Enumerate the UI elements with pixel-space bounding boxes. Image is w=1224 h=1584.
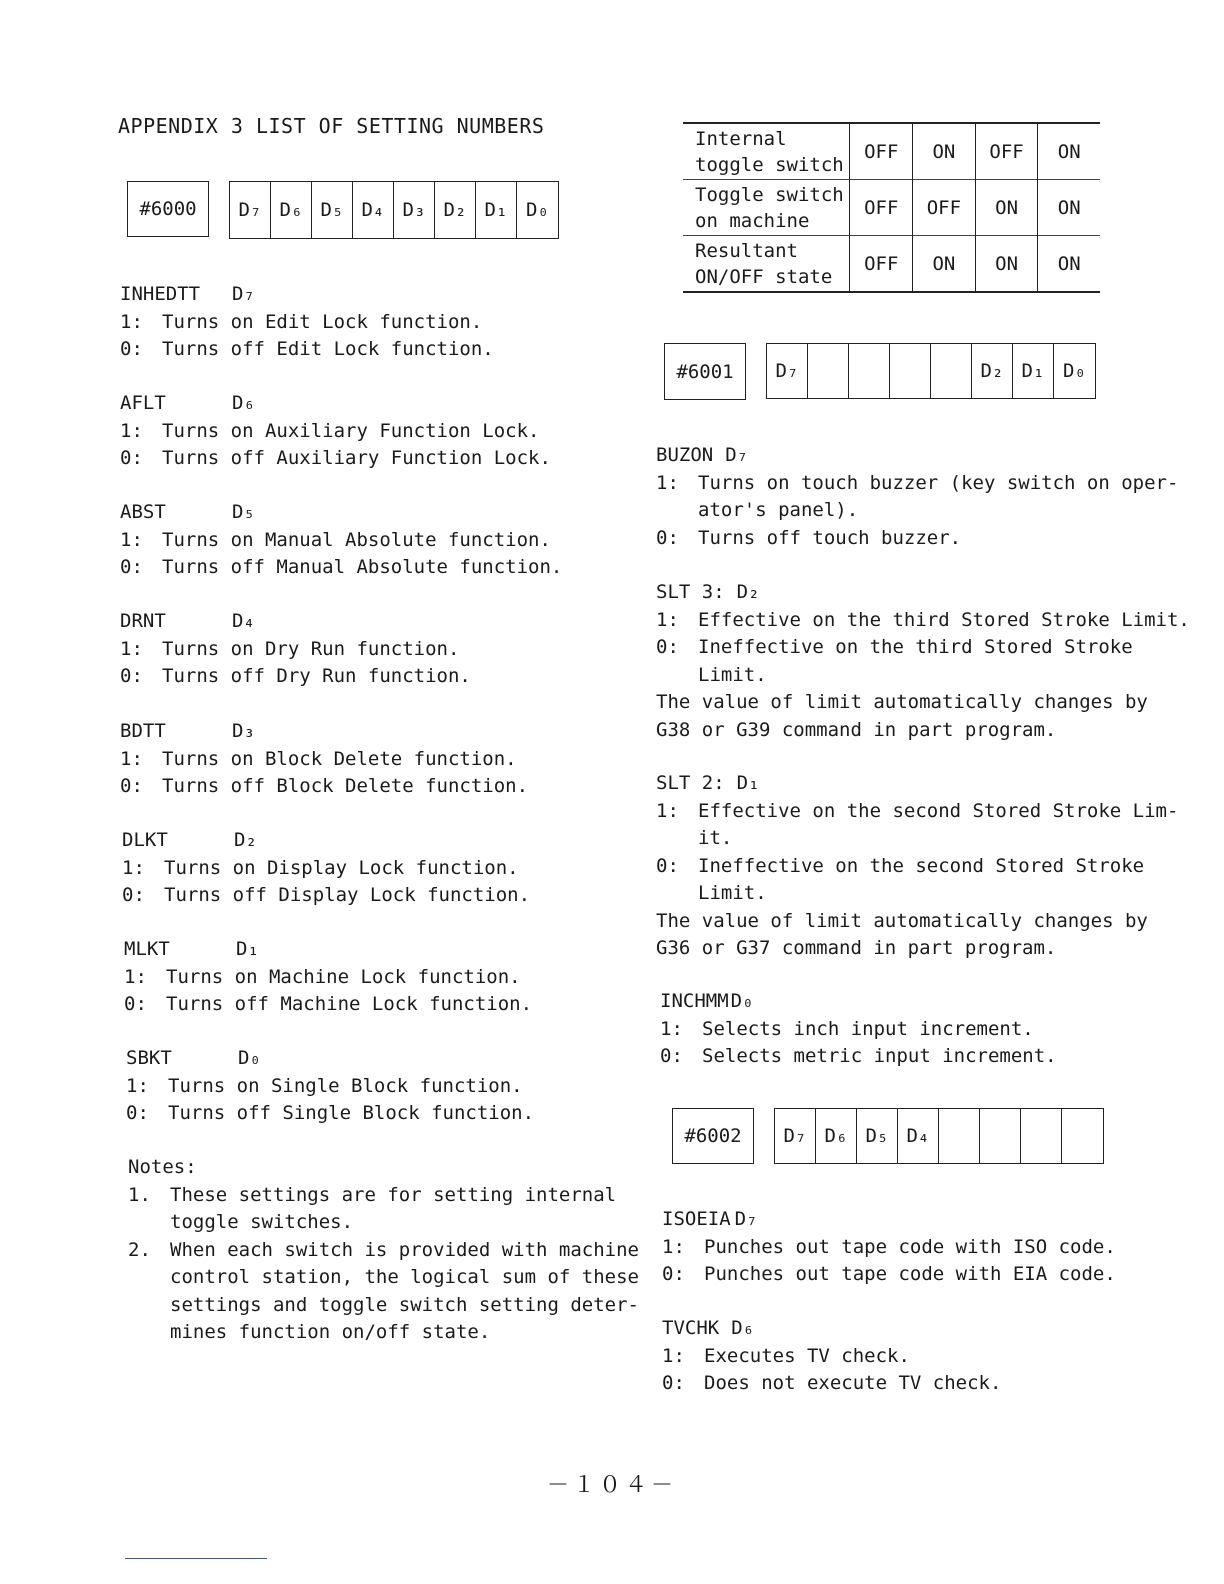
- bit-cell: D₂: [972, 344, 1013, 398]
- bit-cell: [808, 344, 849, 398]
- setting-name: DLKT: [122, 829, 168, 851]
- setting-slt2: [656, 770, 1178, 963]
- bit-cell: D₄: [898, 1109, 939, 1163]
- table-cell: ON: [1038, 180, 1100, 236]
- setting-name: SLT 2:: [656, 772, 725, 794]
- row-label-line: Resultant: [695, 239, 798, 262]
- bit-cell: D₂: [435, 182, 476, 238]
- value-key: 0:: [120, 556, 143, 578]
- value-key: 1:: [120, 419, 143, 442]
- setting-aflt: [120, 390, 551, 473]
- table-cell: ON: [975, 180, 1038, 236]
- off-text: Punches out tape code with EIA code.: [704, 1263, 1116, 1285]
- setting-drnt: [120, 608, 471, 691]
- page-number: －１０４－: [546, 1473, 677, 1498]
- row-label-line: ON/OFF state: [695, 265, 833, 288]
- setting-name: BUZON: [656, 444, 714, 466]
- setting-tvchk: [662, 1315, 1001, 1398]
- value-key: 1:: [120, 637, 143, 660]
- row-label-line: toggle switch: [695, 153, 844, 176]
- on-text: Effective on the second Stored Stroke Lim-: [698, 799, 1179, 822]
- row-label: [683, 236, 850, 293]
- bit-cell: D₅: [312, 182, 353, 238]
- on-text: Turns on Block Delete function.: [162, 747, 517, 770]
- table-row: [683, 180, 1100, 236]
- notes-label: Notes:: [128, 1156, 197, 1178]
- value-key: 1:: [120, 747, 143, 770]
- value-key: 1:: [662, 1344, 685, 1367]
- on-text: Turns on Display Lock function.: [164, 856, 519, 879]
- bit-cell: D₇: [775, 1109, 816, 1163]
- bit-cells: [766, 343, 1096, 399]
- setting-name: AFLT: [120, 392, 166, 414]
- setting-name: ABST: [120, 501, 166, 523]
- setting-number-box: #6001: [664, 343, 746, 400]
- on-text: Selects inch input increment.: [702, 1017, 1034, 1040]
- on-text: Turns on Edit Lock function.: [162, 310, 483, 333]
- bit-cell: [931, 344, 972, 398]
- setting-isoeia: [662, 1206, 1116, 1289]
- bit-label: D₇: [232, 283, 255, 305]
- bit-cell: D₇: [767, 344, 808, 398]
- on-text: Turns on Auxiliary Function Lock.: [162, 419, 540, 442]
- off-text: Does not execute TV check.: [704, 1372, 1002, 1394]
- value-key: 1:: [122, 856, 145, 879]
- value-key: 0:: [120, 775, 143, 797]
- value-key: 1:: [124, 965, 147, 988]
- note-line: control station, the logical sum of these: [170, 1266, 639, 1288]
- value-key: 0:: [120, 447, 143, 469]
- bit-cell: [849, 344, 890, 398]
- on-text: Turns on touch buzzer (key switch on oper-: [698, 471, 1179, 494]
- setting-number-box: #6002: [672, 1108, 754, 1164]
- off-text: Turns off Manual Absolute function.: [162, 556, 563, 578]
- value-key: 0:: [126, 1102, 149, 1124]
- setting-name: INHEDTT: [120, 283, 201, 305]
- table-cell: OFF: [975, 123, 1038, 180]
- off-text: Turns off Display Lock function.: [164, 884, 531, 906]
- on-text: Effective on the third Stored Stroke Limit.: [698, 608, 1190, 631]
- table-row: [683, 123, 1100, 180]
- value-key: 0:: [656, 854, 679, 877]
- bit-label: D₀: [238, 1047, 261, 1069]
- off-text-cont: Limit.: [698, 882, 767, 904]
- value-key: 1:: [120, 528, 143, 551]
- note-line: mines function on/off state.: [170, 1321, 491, 1343]
- setting-name: INCHMM: [660, 990, 729, 1012]
- on-text: Turns on Manual Absolute function.: [162, 528, 551, 551]
- off-text: Turns off Dry Run function.: [162, 665, 471, 687]
- value-key: 0:: [120, 338, 143, 360]
- setting-bdtt: [120, 718, 528, 801]
- bit-cell: D₀: [526, 199, 549, 221]
- row-label-line: Toggle switch: [695, 183, 844, 206]
- bit-cell: D₆: [271, 182, 312, 238]
- bit-label: D₀: [730, 990, 754, 1012]
- value-key: 1:: [656, 799, 679, 822]
- setting-name: BDTT: [120, 720, 166, 742]
- bit-cell: D₀: [1063, 360, 1086, 382]
- table-cell: OFF: [850, 123, 913, 180]
- table-cell: ON: [1038, 236, 1100, 293]
- row-label-line: on machine: [695, 209, 810, 232]
- on-text: Turns on Machine Lock function.: [166, 965, 521, 988]
- setting-inhedtt: [120, 281, 494, 364]
- value-key: 1:: [662, 1235, 685, 1258]
- limit-note: The value of limit automatically changes by: [656, 909, 1148, 932]
- bit-cell: D₅: [857, 1109, 898, 1163]
- value-key: 0:: [662, 1372, 685, 1394]
- bit-cell: D₄: [353, 182, 394, 238]
- off-text: Turns off Auxiliary Function Lock.: [162, 447, 551, 469]
- setting-slt3: [656, 579, 1190, 744]
- note-line: settings and toggle switch setting deter-: [170, 1293, 639, 1316]
- setting-number-box: #6000: [127, 181, 209, 237]
- bit-label: D₅: [232, 501, 255, 523]
- bit-cell: D₁: [476, 182, 517, 238]
- bit-cell: D₃: [394, 182, 435, 238]
- bit-cell: [890, 344, 931, 398]
- note-line: toggle switches.: [170, 1211, 354, 1233]
- table-cell: ON: [913, 123, 976, 180]
- table-cell: ON: [913, 236, 976, 293]
- setting-name: MLKT: [124, 938, 170, 960]
- bit-cell: D₁: [1013, 344, 1054, 398]
- value-key: 0:: [660, 1045, 683, 1067]
- on-text: Turns on Dry Run function.: [162, 637, 460, 660]
- on-text: Turns on Single Block function.: [168, 1074, 523, 1097]
- setting-name: ISOEIA: [662, 1208, 731, 1230]
- on-text-cont: it.: [698, 827, 733, 849]
- value-key: 1:: [660, 1017, 683, 1040]
- off-text: Turns off Block Delete function.: [162, 775, 529, 797]
- bit-label: D₃: [232, 720, 255, 742]
- row-label: [683, 180, 850, 236]
- table-cell: ON: [1038, 123, 1100, 180]
- off-text: Selects metric input increment.: [702, 1045, 1057, 1067]
- bit-cell: D₇: [230, 182, 271, 238]
- bit-cell: [1021, 1109, 1062, 1163]
- row-label: [683, 123, 850, 180]
- limit-note: G36 or G37 command in part program.: [656, 937, 1057, 959]
- bit-label: D₆: [731, 1317, 755, 1339]
- note-number: 1.: [128, 1183, 151, 1206]
- bit-label: D₇: [734, 1208, 758, 1230]
- limit-note: G38 or G39 command in part program.: [656, 718, 1057, 741]
- value-key: 0:: [122, 884, 145, 906]
- setting-name: DRNT: [120, 610, 166, 632]
- off-text: Turns off Edit Lock function.: [162, 338, 494, 360]
- value-key: 0:: [120, 665, 143, 687]
- note-number: 2.: [128, 1238, 151, 1261]
- bit-label: D₄: [232, 610, 255, 632]
- bit-cell: [939, 1109, 980, 1163]
- setting-mlkt: [124, 936, 532, 1019]
- off-text: Ineffective on the second Stored Stroke: [698, 854, 1145, 877]
- note-line: When each switch is provided with machine: [170, 1238, 639, 1261]
- table-cell: OFF: [850, 180, 913, 236]
- bit-label: D₂: [234, 829, 257, 851]
- off-text: Ineffective on the third Stored Stroke: [698, 636, 1133, 658]
- setting-buzon: [656, 442, 1178, 552]
- setting-inchmm: [660, 988, 1057, 1071]
- on-text-cont: ator's panel).: [698, 499, 859, 521]
- value-key: 1:: [656, 471, 679, 494]
- bit-cell: D₆: [816, 1109, 857, 1163]
- bit-cells: [774, 1108, 1104, 1164]
- table-cell: OFF: [850, 236, 913, 293]
- off-text-cont: Limit.: [698, 663, 767, 686]
- table-cell: ON: [975, 236, 1038, 293]
- setting-name: TVCHK: [662, 1317, 720, 1339]
- setting-name: SBKT: [126, 1047, 172, 1069]
- note-line: These settings are for setting internal: [170, 1183, 617, 1206]
- value-key: 1:: [126, 1074, 149, 1097]
- value-key: 0:: [656, 526, 679, 549]
- bit-map-6000: [127, 181, 559, 239]
- table-cell: OFF: [913, 180, 976, 236]
- toggle-logic-table: [683, 122, 1100, 293]
- setting-dlkt: [122, 827, 530, 910]
- on-text: Executes TV check.: [704, 1344, 910, 1367]
- off-text: Turns off touch buzzer.: [698, 526, 962, 549]
- bit-label: D₇: [725, 444, 749, 466]
- bit-cell: [1062, 1109, 1103, 1163]
- row-label-line: Internal: [695, 127, 787, 150]
- value-key: 0:: [662, 1263, 685, 1285]
- notes: [128, 1154, 639, 1347]
- setting-abst: [120, 499, 562, 582]
- off-text: Turns off Single Block function.: [168, 1102, 535, 1124]
- value-key: 0:: [656, 636, 679, 658]
- bit-label: D₂: [736, 581, 760, 603]
- value-key: 1:: [656, 608, 679, 631]
- bit-label: D₆: [232, 392, 255, 414]
- bit-label: D₁: [236, 938, 259, 960]
- on-text: Punches out tape code with ISO code.: [704, 1235, 1116, 1258]
- off-text: Turns off Machine Lock function.: [166, 993, 533, 1015]
- page-title: APPENDIX 3 LIST OF SETTING NUMBERS: [118, 114, 545, 138]
- bit-cells: [229, 181, 559, 239]
- setting-name: SLT 3:: [656, 581, 725, 603]
- bit-label: D₁: [736, 772, 760, 794]
- bit-map-6001: [664, 343, 1096, 400]
- divider-line: [125, 1558, 267, 1559]
- setting-sbkt: [126, 1045, 534, 1128]
- value-key: 0:: [124, 993, 147, 1015]
- limit-note: The value of limit automatically changes by: [656, 691, 1148, 713]
- table-row: [683, 236, 1100, 293]
- bit-map-6002: [672, 1108, 1104, 1164]
- value-key: 1:: [120, 310, 143, 333]
- bit-cell: [980, 1109, 1021, 1163]
